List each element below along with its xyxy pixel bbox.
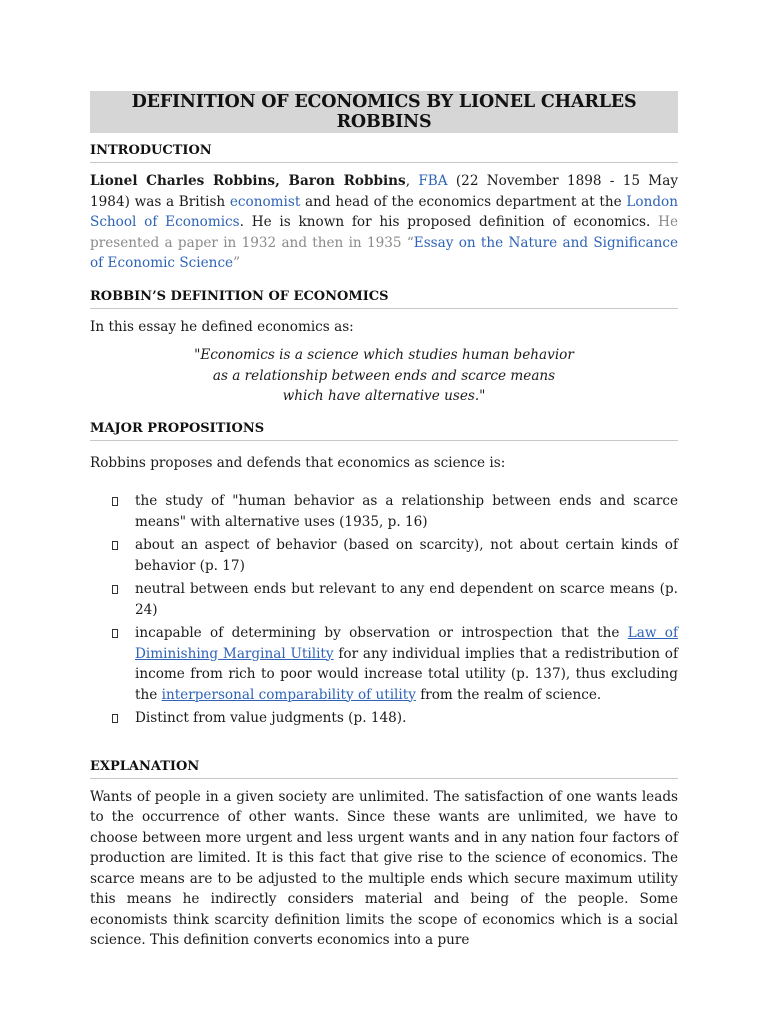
list-item: [90, 623, 678, 705]
explanation-paragraph: Wants of people in a given society are unlimited. The satisfaction of one wants leads to the occurrence of other wants. Since these wants are unlimited, we have to choose between more urgent and less urgent wants and in any nation four factors of production are limited. It is this fact that give rise to the science of economics. The scarce means are to be adjusted to the multiple ends which secure maximum utility this means he indirectly considers material and being of the people. Some economists think scarcity definition limits the scope of economics which is a social science. This definition converts economics into a pure: [90, 788, 678, 948]
head-text: and head of the economics department at the: [300, 193, 627, 210]
bullet-icon: [112, 629, 118, 638]
robbins-name: Lionel Charles Robbins, Baron Robbins: [90, 173, 406, 189]
fba-link[interactable]: FBA: [418, 173, 448, 189]
definition-quote: "Economics is a science which studies human behavior as a relationship between ends and scarce means which have alternative uses.": [194, 347, 574, 404]
proposition-text: the study of "human behavior as a relationship between ends and scarce means" with alternative uses (1935, p. 16): [135, 493, 678, 530]
propositions-intro: Robbins proposes and defends that economics as science is:: [90, 454, 506, 471]
title-wrap: [90, 0, 678, 133]
essay-link[interactable]: Essay on the Nature and Significance of Economic Science: [90, 234, 678, 271]
proposition-text-c: from the realm of science.: [415, 686, 602, 703]
name-comma: ,: [405, 173, 411, 189]
bullet-icon: [112, 497, 118, 506]
proposition-text-a: incapable of determining by observation or introspection that the: [135, 625, 628, 641]
proposition-text: neutral between ends but relevant to any end dependent on scarce means (p. 24): [135, 581, 678, 618]
definition-intro: In this essay he defined economics as:: [90, 318, 354, 335]
propositions-heading: MAJOR PROPOSITIONS: [90, 421, 678, 441]
bullet-icon: [112, 714, 118, 723]
bullet-icon: [112, 585, 118, 594]
economist-link[interactable]: economist: [229, 193, 301, 210]
proposition-text: about an aspect of behavior (based on scarcity), not about certain kinds of behavior (p. 17): [135, 537, 678, 574]
list-item: [90, 491, 678, 532]
introduction-paragraph: [90, 171, 678, 274]
dates-text: (22 November 1898 - 15 May 1984) was a British: [90, 173, 679, 210]
list-item: [90, 708, 678, 729]
law-of-diminishing-marginal-utility-link[interactable]: Law of Diminishing Marginal Utility: [135, 625, 678, 662]
paper-text: He presented a paper in 1932 and then in 1935 “: [90, 214, 678, 251]
definition-heading: ROBBIN’S DEFINITION OF ECONOMICS: [90, 289, 678, 309]
proposition-text-b: for any individual implies that a redistribution of income from rich to poor would increase total utility (p. 137), thus excluding the: [135, 645, 678, 703]
explanation-heading: EXPLANATION: [90, 759, 678, 779]
proposition-text: Distinct from value judgments (p. 148).: [135, 710, 407, 726]
list-item: [90, 535, 678, 576]
known-text: . He is known for his proposed definition of economics.: [239, 214, 659, 230]
interpersonal-comparability-link[interactable]: interpersonal comparability of utility: [161, 686, 416, 703]
lse-link[interactable]: London School of Economics: [90, 193, 678, 230]
list-item: [90, 579, 678, 620]
essay-close-quote: ”: [233, 255, 241, 271]
introduction-heading: INTRODUCTION: [90, 143, 678, 163]
propositions-list: [90, 491, 678, 729]
bullet-icon: [112, 541, 118, 550]
document-title: DEFINITION OF ECONOMICS BY LIONEL CHARLES ROBBINS: [90, 91, 678, 133]
